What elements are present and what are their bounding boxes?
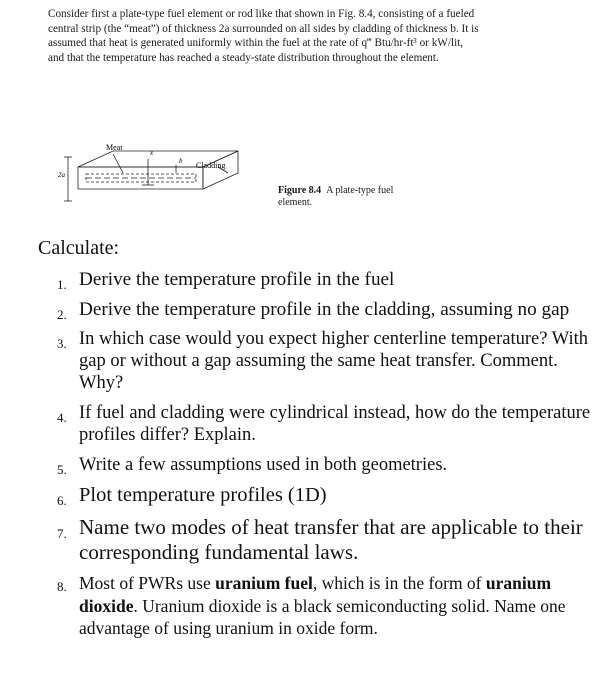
question-number: 2. (57, 307, 67, 322)
question-number: 7. (57, 526, 67, 541)
cladding-side-face (203, 151, 238, 189)
question-number: 4. (57, 410, 67, 425)
question-item (57, 483, 592, 507)
problem-statement (48, 7, 480, 65)
caption-number: Figure 8.4 (278, 185, 322, 196)
question-number: 3. (57, 336, 67, 351)
emphasis-uranium-fuel: uranium fuel (215, 573, 313, 593)
intro-paragraph: Consider first a plate-type fuel element or rod like that shown in Fig. 8.4, consisting of a fueled central strip (the “meat”) of thickness 2a surrounded on all sides by cladding of thickness b. It is assumed that heat is generated uniformly within the fuel at the rate of q‴ Btu/hr-ft³ or kW/lit, and that the temperature has reached a steady-state distribution throughout the element. (48, 8, 479, 64)
question-number: 6. (57, 493, 67, 508)
calculate-heading: Calculate: (38, 237, 120, 259)
plate-fuel-figure (58, 137, 248, 207)
label-b: b (179, 157, 183, 165)
question-item (57, 298, 592, 321)
question-text: Most of PWRs use (79, 573, 216, 593)
question-item (57, 268, 592, 291)
question-number: 8. (57, 579, 67, 594)
question-text: Derive the temperature profile in the fuel (79, 269, 395, 290)
figure-caption (278, 185, 398, 209)
question-text: If fuel and cladding were cylindrical instead, how do the temperature profiles differ? Explain. (79, 403, 591, 445)
question-text: . Uranium dioxide is a black semiconducting solid. Name one advantage of using uranium in oxide form. (79, 595, 566, 638)
emphasis-uranium-dioxide: uranium dioxide (79, 573, 552, 616)
question-number: 5. (57, 462, 67, 477)
label-2a: 2a (58, 171, 65, 179)
question-text: , which is in the form of (312, 573, 486, 593)
question-item (57, 402, 592, 446)
question-text: Derive the temperature profile in the cladding, assuming no gap (79, 299, 570, 320)
question-text: In which case would you expect higher centerline temperature? With gap or without a gap assuming the same heat transfer. Comment. Why? (79, 329, 589, 393)
question-item (57, 515, 592, 565)
question-number: 1. (57, 277, 67, 292)
question-item (57, 454, 592, 476)
question-text: Write a few assumptions used in both geometries. (79, 455, 448, 475)
caption-text: A plate-type fuel element. (278, 185, 394, 208)
question-item (57, 328, 592, 394)
question-list (57, 268, 592, 640)
label-x: x (150, 149, 154, 157)
question-text: Plot temperature profiles (1D) (79, 484, 327, 506)
label-cladding: Cladding (196, 161, 226, 170)
question-text: Name two modes of heat transfer that are applicable to their corresponding fundamental laws. (79, 515, 583, 564)
label-meat: Meat (106, 143, 123, 152)
question-item (57, 572, 592, 640)
